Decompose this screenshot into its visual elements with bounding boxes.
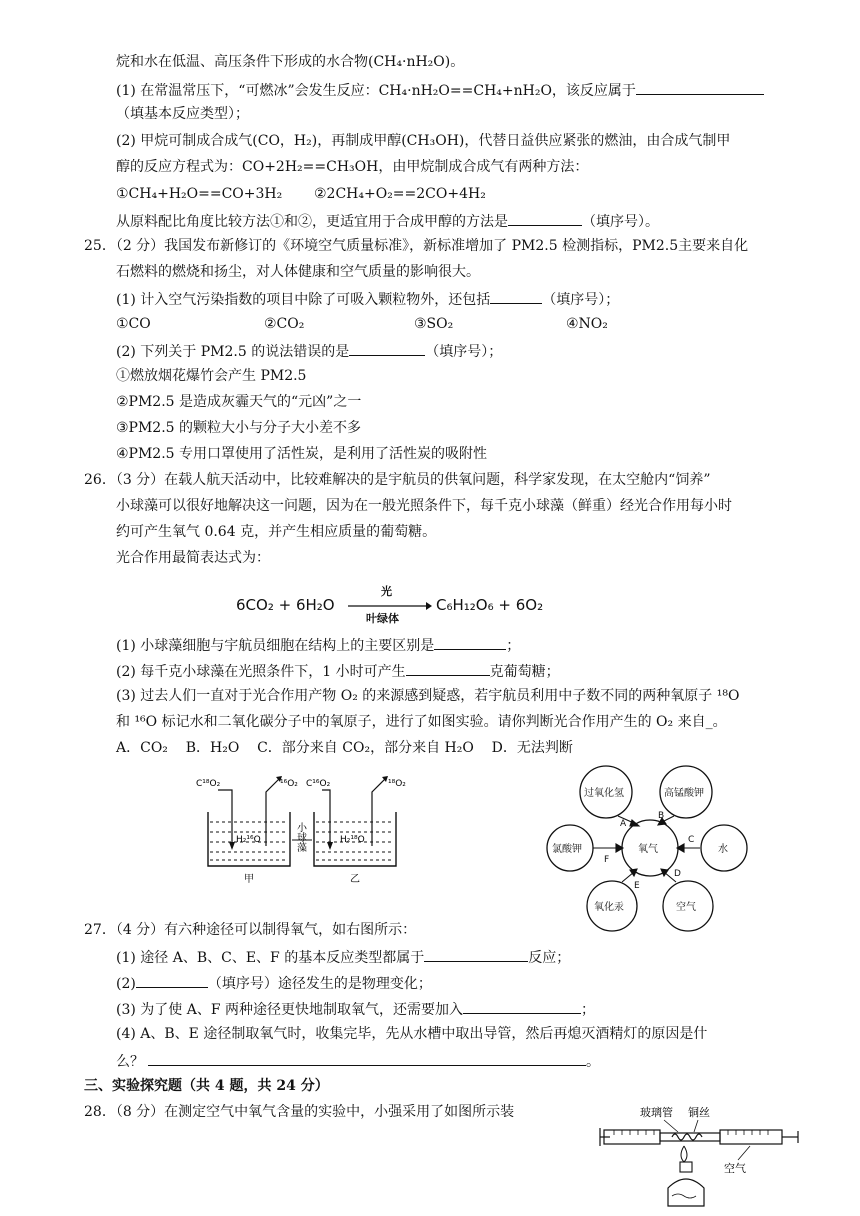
q25-head-2: 石燃料的燃烧和扬尘，对人体健康和空气质量的影响很大。	[116, 264, 480, 280]
q24-part2-line1: (2) 甲烷可制成合成气(CO，H₂)，再制成甲醇(CH₃OH)，代替日益供应紧张的燃油，由合成气制甲	[116, 133, 731, 149]
q25-part2-text: (2) 下列关于 PM2.5 的说法错误的是	[116, 344, 350, 360]
water-label: 水	[718, 844, 728, 855]
path-label-e: E	[634, 881, 640, 891]
q27-part1-end: 反应；	[528, 950, 571, 966]
path-label-f: F	[604, 855, 610, 865]
q26-part1	[116, 634, 520, 656]
q26-part2-end: 克葡萄糖；	[489, 664, 560, 680]
beaker-b-inlet-label: C¹⁶O₂	[306, 779, 331, 789]
q25-answer-blank-1[interactable]	[490, 288, 542, 304]
beaker-a-label: 甲	[244, 874, 254, 885]
beaker-b	[314, 776, 396, 866]
q26-head-2: 小球藻可以很好地解决这一问题，因为在一般光照条件下，每千克小球藻（鲜重）经光合作用每小时	[116, 498, 732, 514]
path-label-b: B	[658, 811, 665, 821]
glass-tube-label: 玻璃管	[640, 1106, 673, 1119]
q26-part1-text: (1) 小球藻细胞与宇航员细胞在结构上的主要区别是	[116, 638, 435, 654]
q27-part1	[116, 946, 570, 968]
q27-answer-blank-2[interactable]	[136, 972, 208, 988]
isotope-experiment-figure	[196, 772, 416, 886]
q25-option-4: ④NO₂	[566, 316, 608, 332]
q27-head: 27．（4 分）有六种途径可以制得氧气，如右图所示：	[84, 922, 417, 938]
q26-head: 26．（3 分）在载人航天活动中，比较难解决的是宇航员的供氧问题，科学家发现，在太空舱内“饲养”	[84, 472, 711, 488]
q27-part2-text: （填序号）途径发生的是物理变化；	[207, 976, 432, 992]
q27-answer-blank-1[interactable]	[424, 946, 528, 962]
q26-part3-line1: (3) 过去人们一直对于光合作用产物 O₂ 的来源感到疑惑，若宇航员利用中子数不同的两种氧原子 ¹⁸O	[116, 688, 740, 704]
q25-part1-hint: （填序号）；	[542, 292, 620, 308]
q24-part3-text: 从原料配比角度比较方法①和②，更适宜用于合成甲醇的方法是	[116, 214, 508, 230]
equation-condition-top: 光	[381, 585, 392, 598]
path-label-d: D	[674, 869, 681, 879]
q26-choices: A．CO₂ B．H₂O C．部分来自 CO₂，部分来自 H₂O D．无法判断	[116, 740, 573, 756]
intro-tail: 烷和水在低温、高压条件下形成的水合物(CH₄·nH₂O)。	[116, 54, 465, 70]
q24-method-1: ①CH₄+H₂O==CO+3H₂	[116, 186, 283, 202]
beaker-a-water-label: H₂¹⁶O	[236, 835, 261, 845]
potassium-permanganate-label: 高锰酸钾	[664, 788, 704, 799]
q25-statement-4: ④PM2.5 专用口罩使用了活性炭，是利用了活性炭的吸附性	[116, 446, 488, 462]
q24-part1-hint: （填基本反应类型）；	[116, 106, 249, 122]
q24-answer-blank-1[interactable]	[636, 79, 764, 95]
q25-answer-blank-2[interactable]	[349, 340, 425, 356]
q25-option-3: ③SO₂	[414, 316, 454, 332]
q25-statement-3: ③PM2.5 的颗粒大小与分子大小差不多	[116, 420, 362, 436]
q25-head: 25．（2 分）我国发布新修订的《环境空气质量标准》，新标准增加了 PM2.5 检测指标，PM2.5主要来自化	[84, 238, 749, 254]
hydrogen-peroxide-label: 过氧化氢	[584, 788, 624, 799]
q26-formula-intro: 光合作用最简表达式为：	[116, 550, 270, 566]
copper-wire-label: 铜丝	[688, 1106, 710, 1119]
air-apparatus-label: 空气	[724, 1162, 746, 1175]
section-3-heading: 三、实验探究题（共 4 题，共 24 分）	[84, 1078, 329, 1094]
q27-part4-line1: (4) A、B、E 途径制取氧气时，收集完毕，先从水槽中取出导管，然后再熄灭酒精灯的原因是什	[116, 1026, 708, 1042]
q28-head: 28．（8 分）在测定空气中氧气含量的实验中，小强采用了如图所示装	[84, 1104, 515, 1120]
beaker-b-outlet-label: ¹⁸O₂	[388, 779, 406, 789]
q27-part2	[116, 972, 432, 994]
equation-right: C₆H₁₂O₆ + 6O₂	[436, 596, 544, 614]
q25-option-1: ①CO	[116, 316, 151, 332]
q24-part1	[116, 79, 764, 101]
center-oxygen-label: 氧气	[638, 844, 658, 855]
q24-answer-blank-3[interactable]	[508, 210, 582, 226]
q25-statement-1: ①燃放烟花爆竹会产生 PM2.5	[116, 368, 307, 384]
q26-head-3: 约可产生氧气 0.64 克，并产生相应质量的葡萄糖。	[116, 524, 437, 540]
q26-part2-text: (2) 每千克小球藻在光照条件下，1 小时可产生	[116, 664, 406, 680]
q24-method-2: ②2CH₄+O₂==2CO+4H₂	[314, 186, 486, 202]
q24-part3	[116, 210, 659, 232]
q26-answer-blank-1[interactable]	[434, 634, 506, 650]
q25-part1-text: (1) 计入空气污染指数的项目中除了可吸入颗粒物外，还包括	[116, 292, 491, 308]
q25-option-2: ②CO₂	[264, 316, 305, 332]
potassium-chlorate-label: 氯酸钾	[552, 844, 582, 855]
q27-answer-blank-3[interactable]	[463, 998, 581, 1014]
q24-part3-hint: （填序号）。	[582, 214, 659, 230]
path-label-c: C	[688, 835, 695, 845]
q27-part4-end: 。	[586, 1054, 600, 1070]
beaker-b-label: 乙	[350, 874, 360, 885]
q26-answer-blank-2[interactable]	[406, 660, 490, 676]
q26-part1-end: ；	[506, 638, 521, 654]
q25-part1	[116, 288, 619, 310]
photosynthesis-equation	[236, 586, 576, 626]
algae-label: 小球藻	[294, 822, 306, 852]
q25-part2	[116, 340, 502, 362]
q26-part3-line2: 和 ¹⁶O 标记水和二氧化碳分子中的氧原子，进行了如图实验。请你判断光合作用产生的 O₂ 来自_。	[116, 714, 727, 730]
beaker-b-water-label: H₂¹⁸O	[340, 835, 365, 845]
q24-part1-text: (1) 在常温常压下，“可燃冰”会发生反应：CH₄·nH₂O==CH₄+nH₂O，该反应属于	[116, 83, 636, 99]
path-label-a: A	[620, 819, 627, 829]
equation-condition-bottom: 叶绿体	[366, 612, 399, 625]
q27-part2-num: (2)	[116, 976, 136, 992]
q27-part4-line2	[116, 1050, 600, 1072]
equation-left: 6CO₂ + 6H₂O	[236, 596, 335, 614]
mercury-oxide-label: 氧化汞	[594, 902, 624, 913]
q27-part3-text: (3) 为了使 A、F 两种途径更快地制取氧气，还需要加入	[116, 1002, 464, 1018]
beaker-a	[208, 776, 290, 866]
q27-part1-text: (1) 途径 A、B、C、E、F 的基本反应类型都属于	[116, 950, 425, 966]
air-label: 空气	[676, 902, 696, 913]
beaker-a-inlet-label: C¹⁸O₂	[196, 779, 221, 789]
q27-part4-question: 么？	[116, 1054, 144, 1070]
beaker-a-outlet-label: ¹⁶O₂	[280, 779, 298, 789]
q27-answer-blank-4[interactable]	[148, 1050, 586, 1066]
oxygen-pathways-figure	[546, 764, 762, 934]
q24-part2-line2: 醇的反应方程式为：CO+2H₂==CH₃OH，由甲烷制成合成气有两种方法：	[116, 159, 589, 175]
q25-statement-2: ②PM2.5 是造成灰霾天气的“元凶”之一	[116, 394, 362, 410]
q25-part2-hint: （填序号）；	[425, 344, 503, 360]
q27-part3	[116, 998, 595, 1020]
q27-part3-end: ；	[581, 1002, 596, 1018]
q28-apparatus-figure	[598, 1102, 806, 1210]
q26-part2	[116, 660, 560, 682]
